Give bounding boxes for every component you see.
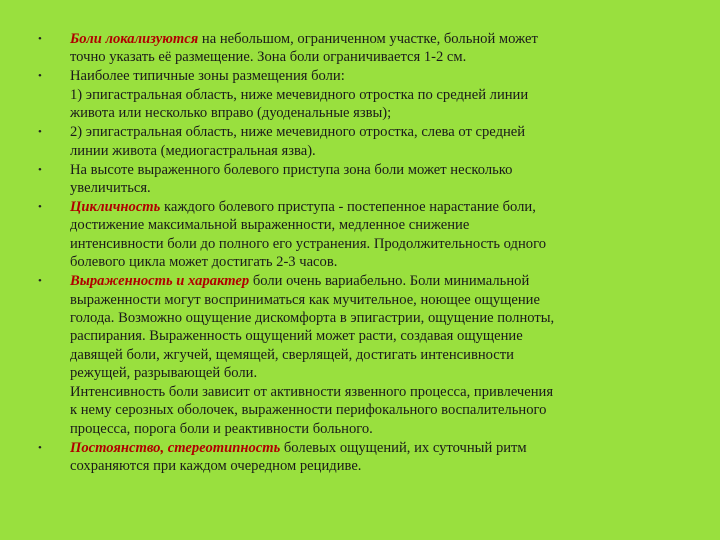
line-text: Наиболее типичные зоны размещения боли: — [70, 68, 345, 85]
text-line — [70, 198, 676, 216]
text-line — [70, 235, 676, 253]
line-text: интенсивности боли до полного его устранения. Продолжительность одного — [70, 235, 546, 252]
text-line — [70, 401, 676, 419]
bullet-item — [38, 198, 676, 272]
line-text: достижение максимальной выраженности, медленное снижение — [70, 217, 470, 234]
bullet-item — [38, 161, 676, 198]
bullet-marker: • — [38, 33, 42, 45]
bullet-marker: • — [38, 201, 42, 214]
bullet-item — [38, 123, 676, 160]
line-text: болевых ощущений, их суточный ритм — [280, 439, 527, 456]
text-line — [70, 86, 676, 104]
text-line — [70, 364, 676, 382]
text-line — [70, 420, 676, 438]
text-line — [70, 216, 676, 234]
emphasis-term: Выраженность и характер — [70, 273, 250, 290]
bullet-item — [38, 30, 676, 67]
text-line — [70, 161, 676, 179]
line-text: точно указать её размещение. Зона боли ограничивается 1-2 см. — [70, 49, 467, 66]
text-line — [70, 291, 676, 309]
line-text: каждого болевого приступа - постепенное нарастание боли, — [160, 199, 536, 216]
line-text: распирания. Выраженность ощущений может расти, создавая ощущение — [70, 328, 523, 345]
emphasis-term: Боли локализуются — [70, 31, 199, 47]
text-line — [70, 67, 676, 85]
bullet-list — [38, 30, 676, 475]
bullet-marker: • — [38, 70, 42, 83]
line-text: сохраняются при каждом очередном рецидиве. — [70, 457, 362, 474]
text-line — [70, 104, 676, 122]
line-text: Интенсивность боли зависит от активности язвенного процесса, привлечения — [70, 383, 554, 400]
line-text: На высоте выраженного болевого приступа зона боли может несколько — [70, 161, 513, 178]
line-text: голода. Возможно ощущение дискомфорта в эпигастрии, ощущение полноты, — [70, 310, 555, 327]
line-text: живота или несколько вправо (дуоденальные язвы); — [70, 105, 392, 122]
line-text: линии живота (медиогастральная язва). — [70, 142, 316, 159]
bullet-marker: • — [38, 441, 42, 454]
line-text: на небольшом, ограниченном участке, больной может — [198, 31, 538, 47]
line-text: болевого цикла может достигать 2-3 часов. — [70, 254, 338, 271]
line-text: 1) эпигастральная область, ниже мечевидного отростка по средней линии — [70, 86, 529, 103]
emphasis-term: Постоянство, стереотипность — [70, 439, 281, 456]
text-line — [70, 457, 676, 475]
line-text: выраженности могут восприниматься как мучительное, ноющее ощущение — [70, 291, 540, 308]
text-line — [70, 272, 676, 290]
line-text: увеличиться. — [70, 180, 151, 197]
text-line — [70, 30, 676, 48]
text-line — [70, 439, 676, 457]
line-text: давящей боли, жгучей, щемящей, сверлящей, достигать интенсивности — [70, 346, 514, 363]
emphasis-term: Цикличность — [70, 199, 161, 216]
bullet-marker: • — [38, 126, 42, 139]
line-text: 2) эпигастральная область, ниже мечевидного отростка, слева от средней — [70, 124, 526, 141]
bullet-marker: • — [38, 275, 42, 288]
bullet-item — [38, 439, 676, 476]
text-line — [70, 253, 676, 271]
text-line — [70, 123, 676, 141]
text-line — [70, 327, 676, 345]
bullet-item — [38, 67, 676, 122]
text-line — [70, 179, 676, 197]
line-text: к нему серозных оболочек, выраженности перифокального воспалительного — [70, 402, 547, 419]
text-line — [70, 309, 676, 327]
line-text: боли очень вариабельно. Боли минимальной — [249, 273, 530, 290]
line-text: режущей, разрывающей боли. — [70, 365, 258, 382]
text-line — [70, 346, 676, 364]
text-line — [70, 142, 676, 160]
text-line — [70, 383, 676, 401]
bullet-marker: • — [38, 163, 42, 176]
line-text: процесса, порога боли и реактивности больного. — [70, 420, 373, 437]
text-line — [70, 48, 676, 66]
bullet-item — [38, 272, 676, 438]
